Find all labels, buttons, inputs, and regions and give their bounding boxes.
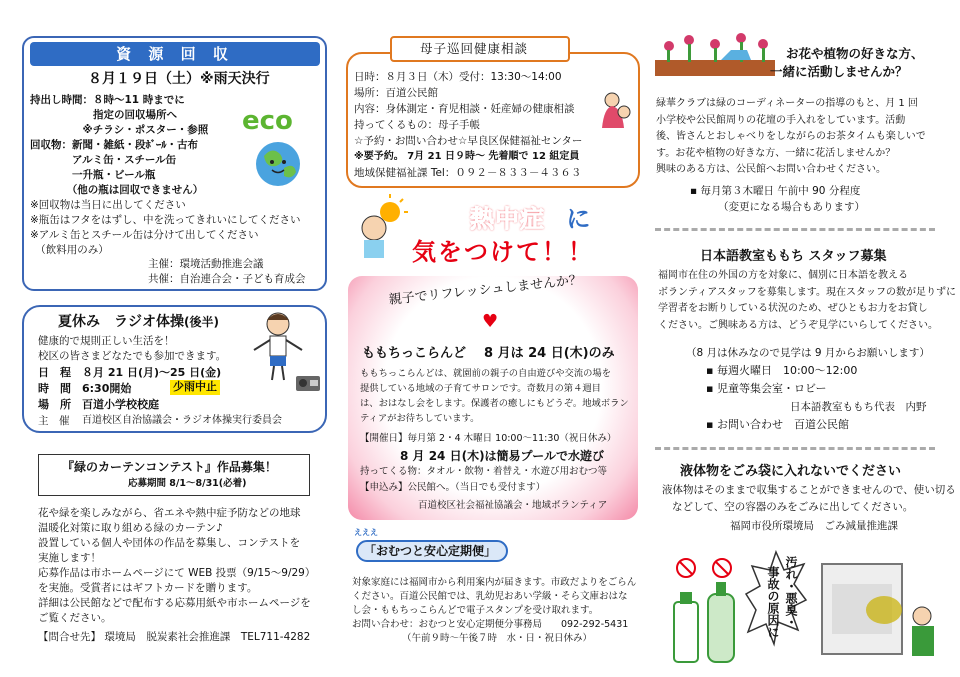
radio-title-main: 夏休み ラジオ体操 — [58, 314, 184, 330]
flowers-line: す。お花や植物の好きな方、一緒に花活しませんか？ — [656, 147, 896, 159]
green-line: 設置している個人や団体の作品を募集し、コンテストを — [38, 537, 301, 549]
japanese-line: 福岡市在住の外国の方を対象に、個別に日本語を教える — [658, 270, 908, 281]
japanese-lines — [658, 268, 956, 334]
heat-line2: 気をつけて！！ — [412, 238, 594, 266]
green-line: 詳細は公民館などで配布する応募用紙や市ホームページを — [38, 597, 311, 609]
garbage-truck-icon — [822, 564, 942, 664]
refresh-line: ももちっこらんどは、就園前の親子の自由遊びや交流の場を — [360, 368, 612, 379]
liquid-line1: 液体物はそのままで収集することができませんので、使い切る — [662, 484, 956, 496]
green-period: 応募期間 8/1～8/31(必着) — [128, 478, 247, 489]
flowers-sched1: ▪ 毎月第３木曜日 午前中 90 分程度 — [690, 185, 861, 197]
flowers-line: 小学校や公民館周りの花壇の手入れをしています。活動 — [656, 114, 906, 126]
diaper-line: 対象家庭には福岡市から利用案内が届きます。市政だよりをごらん — [352, 577, 637, 588]
diaper-lines — [352, 576, 636, 646]
green-line: ご覧ください。 — [38, 612, 112, 624]
radio-org-value: 百道校区自治協議会・ラジオ体操実行委員会 — [82, 415, 282, 426]
flowers-heading1: お花や植物の好きな方、 — [786, 46, 924, 61]
bottles-icon — [666, 558, 746, 668]
recycle-line: アルミ缶・スチール缶 — [30, 154, 177, 166]
radio-title — [58, 313, 219, 332]
eco-label: eco — [242, 106, 293, 136]
flowers-heading2: 一緒に活動しませんか？ — [770, 64, 908, 79]
diaper-line: し会・ももちっこらんどで電子スタンプを受け取れます。 — [352, 605, 599, 616]
divider — [655, 228, 935, 231]
green-line: 応募作品は市ホームページにて WEB 投票（9/15～9/29） — [38, 567, 316, 579]
japanese-line: ボランティアスタッフを募集します。現在スタッフの数が足りずに — [658, 286, 956, 298]
diaper-hours: （午前９時～午後７時 水・日・祝日休み） — [402, 633, 593, 644]
radio-intro1: 健康的で規則正しい生活を！ — [38, 335, 175, 347]
recycle-line: 回収物：新聞・雑紙・段ﾎﾞｰﾙ・古布 — [30, 139, 198, 151]
health-lines — [354, 69, 582, 181]
japanese-note: （8 月は休みなので見学は 9 月からお願いします） — [686, 347, 930, 359]
radio-place-label: 場 所 — [38, 398, 71, 411]
green-contact: 【問合せ先】 環境局 脱炭素社会推進課 TEL711-4282 — [38, 631, 311, 643]
refresh-schedule: 【開催日】毎月第 2・4 木曜日 10:00～11:30（祝日休み） — [360, 433, 617, 444]
liquid-org: 福岡市役所環境局 ごみ減量推進課 — [730, 520, 898, 532]
flower-pot-icon — [655, 30, 785, 80]
heat-word: 熱中症 — [470, 205, 545, 233]
japanese-line: ください。ご興味ある方は、どうぞ見学にいらしてください。 — [658, 319, 938, 331]
flowers-line: 緑華クラブは緑のコーディネーターの指導のもと、月 1 回 — [656, 98, 918, 109]
liquid-vertical2: 事故の原因に — [766, 566, 780, 638]
flowers-sched2: （変更になる場合もあります） — [718, 201, 865, 213]
diaper-contact: お問い合わせ：おむつと安心定期便分事務局 092-292-5431 — [352, 619, 629, 630]
flowers-lines — [656, 96, 926, 179]
recycle-line: （飲料用のみ） — [30, 244, 109, 256]
health-line: 内容：身体測定・育児相談・妊産婦の健康相談 — [354, 103, 575, 115]
divider — [655, 447, 935, 450]
radio-date-value: ８月 21 日(月)～25 日(金) — [82, 366, 222, 379]
health-title: 母子巡回健康相談 — [420, 41, 529, 56]
heat-ni: に — [566, 205, 592, 233]
green-line: を実施。受賞者にはギフトカードを贈ります。 — [38, 582, 258, 594]
green-lines — [38, 506, 315, 626]
diaper-title: 「おむつと安心定期便」 — [364, 544, 497, 558]
liquid-line2: などして、空の容器のみをごみに出してください。 — [672, 501, 914, 513]
refresh-name: ももちっこらんど — [362, 346, 467, 361]
refresh-lines — [360, 366, 630, 426]
japanese-item3: ▪ お問い合わせ 百道公民館 — [706, 418, 849, 431]
recycle-line: ※チラシ・ポスター・参照 — [30, 124, 209, 136]
heart-icon: ♥ — [482, 311, 499, 332]
health-line: 持ってくるもの：母子手帳 — [354, 119, 480, 131]
refresh-date: 8 月は 24 日(木)のみ — [484, 346, 615, 361]
radio-place-value: 百道小学校校庭 — [82, 398, 159, 411]
green-line: 花や緑を楽しみながら、省エネや熱中症予防などの地球 — [38, 507, 301, 519]
flowers-line: 後、皆さんとおしゃべりをしながらのお茶タイムも楽しいで — [656, 131, 926, 142]
refresh-org: 百道校区社会福祉協議会・地域ボランティア — [418, 500, 608, 511]
diaper-badge: えええ — [354, 528, 378, 537]
radio-icon — [296, 372, 322, 392]
recycle-date: ８月１９日（土）※雨天決行 — [88, 71, 270, 87]
sun-child-icon — [352, 198, 412, 262]
liquid-vertical1: 汚れ・悪臭・ — [784, 556, 798, 628]
diaper-line: ください。百道公民館では、乳幼児おあい学級・そら文庫おはな — [352, 591, 628, 602]
recycle-cosponsor: 共催：自治連合会・子ども育成会 — [148, 273, 306, 285]
recycle-line: ※アルミ缶とスチール缶は分けて出してください — [30, 229, 259, 241]
recycle-line: ※回収物は当日に出してください — [30, 199, 186, 211]
health-line: 場所：百道公民館 — [354, 87, 438, 99]
refresh-bring: 持ってくる物：タオル・飲物・着替え・水遊び用おむつ等 — [360, 466, 608, 477]
japanese-item1: ▪ 毎週火曜日 10:00～12:00 — [706, 364, 858, 377]
recycle-sponsor: 主催：環境活動推進会議 — [148, 258, 264, 270]
japanese-title: 日本語教室ももち スタッフ募集 — [700, 249, 887, 264]
japanese-rep: 日本語教室ももち代表 内野 — [790, 401, 927, 413]
green-line: 実施します！ — [38, 552, 101, 564]
recycle-line: （他の瓶は回収できません） — [30, 184, 204, 196]
recycle-line: ※瓶缶はフタをはずし、中を洗ってきれいにしてください — [30, 214, 301, 226]
recycle-line: 持出し時間：８時～11 時までに — [30, 94, 185, 106]
health-line: ☆予約・お問い合わせ☆早良区保健福祉センター — [354, 135, 583, 147]
flowers-line: 興味のある方は、公民館へお問い合わせください。 — [656, 164, 886, 175]
recycle-title: 資 源 回 収 — [30, 42, 320, 66]
mother-child-icon — [598, 92, 634, 128]
radio-intro2: 校区の皆さまどなたでも参加できます。 — [38, 350, 227, 362]
green-title: 『緑のカーテンコンテスト』作品募集！ — [62, 460, 277, 474]
refresh-line: 提供している地域の子育てサロンです。奇数月の第４週目 — [360, 383, 601, 394]
recycle-line: 一升瓶・ビール瓶 — [30, 169, 156, 181]
radio-org-label: 主 催 — [38, 415, 70, 427]
radio-rain-note: 少雨中止 — [170, 380, 220, 395]
japanese-line: 学習者をお断りしている状況のため、ぜひともお力をお貸し — [658, 303, 928, 314]
radio-date-label: 日 程 — [38, 366, 71, 379]
radio-time-value: 6:30開始 — [82, 382, 132, 395]
radio-title-sub: (後半) — [184, 315, 219, 329]
refresh-pool: 8 月 24 日(木)は簡易プールで水遊び — [400, 449, 604, 463]
refresh-line: は、おはなし会をします。保護者の癒しにもどうぞ。地域ボランティアがお待ちしています。 — [360, 398, 629, 424]
japanese-item2: ▪ 児童等集会室・ロビー — [706, 382, 827, 395]
liquid-title: 液体物をごみ袋に入れないでください — [680, 464, 902, 479]
earth-icon — [240, 104, 320, 194]
recycle-line: 指定の回収場所へ — [30, 109, 177, 121]
heat-line1 — [470, 203, 591, 235]
refresh-headline: 親子でリフレッシュしませんか？ — [388, 272, 583, 308]
refresh-apply: 【申込み】公民館へ。（当日でも受付ます） — [360, 482, 546, 493]
health-tel: 地域保健福祉課 Tel：０９２－８３３－４３６３ — [354, 167, 582, 179]
eco-earth-icon — [240, 104, 320, 194]
health-reserve: ※要予約。 7月 21 日９時～ 先着順で 12 組定員 — [354, 151, 580, 162]
radio-time-label: 時 間 — [38, 382, 71, 395]
health-line: 日時：８月３日（木）受付：13:30～14:00 — [354, 71, 562, 83]
green-line: 温暖化対策に取り組める緑のカーテン♪ — [38, 522, 223, 534]
